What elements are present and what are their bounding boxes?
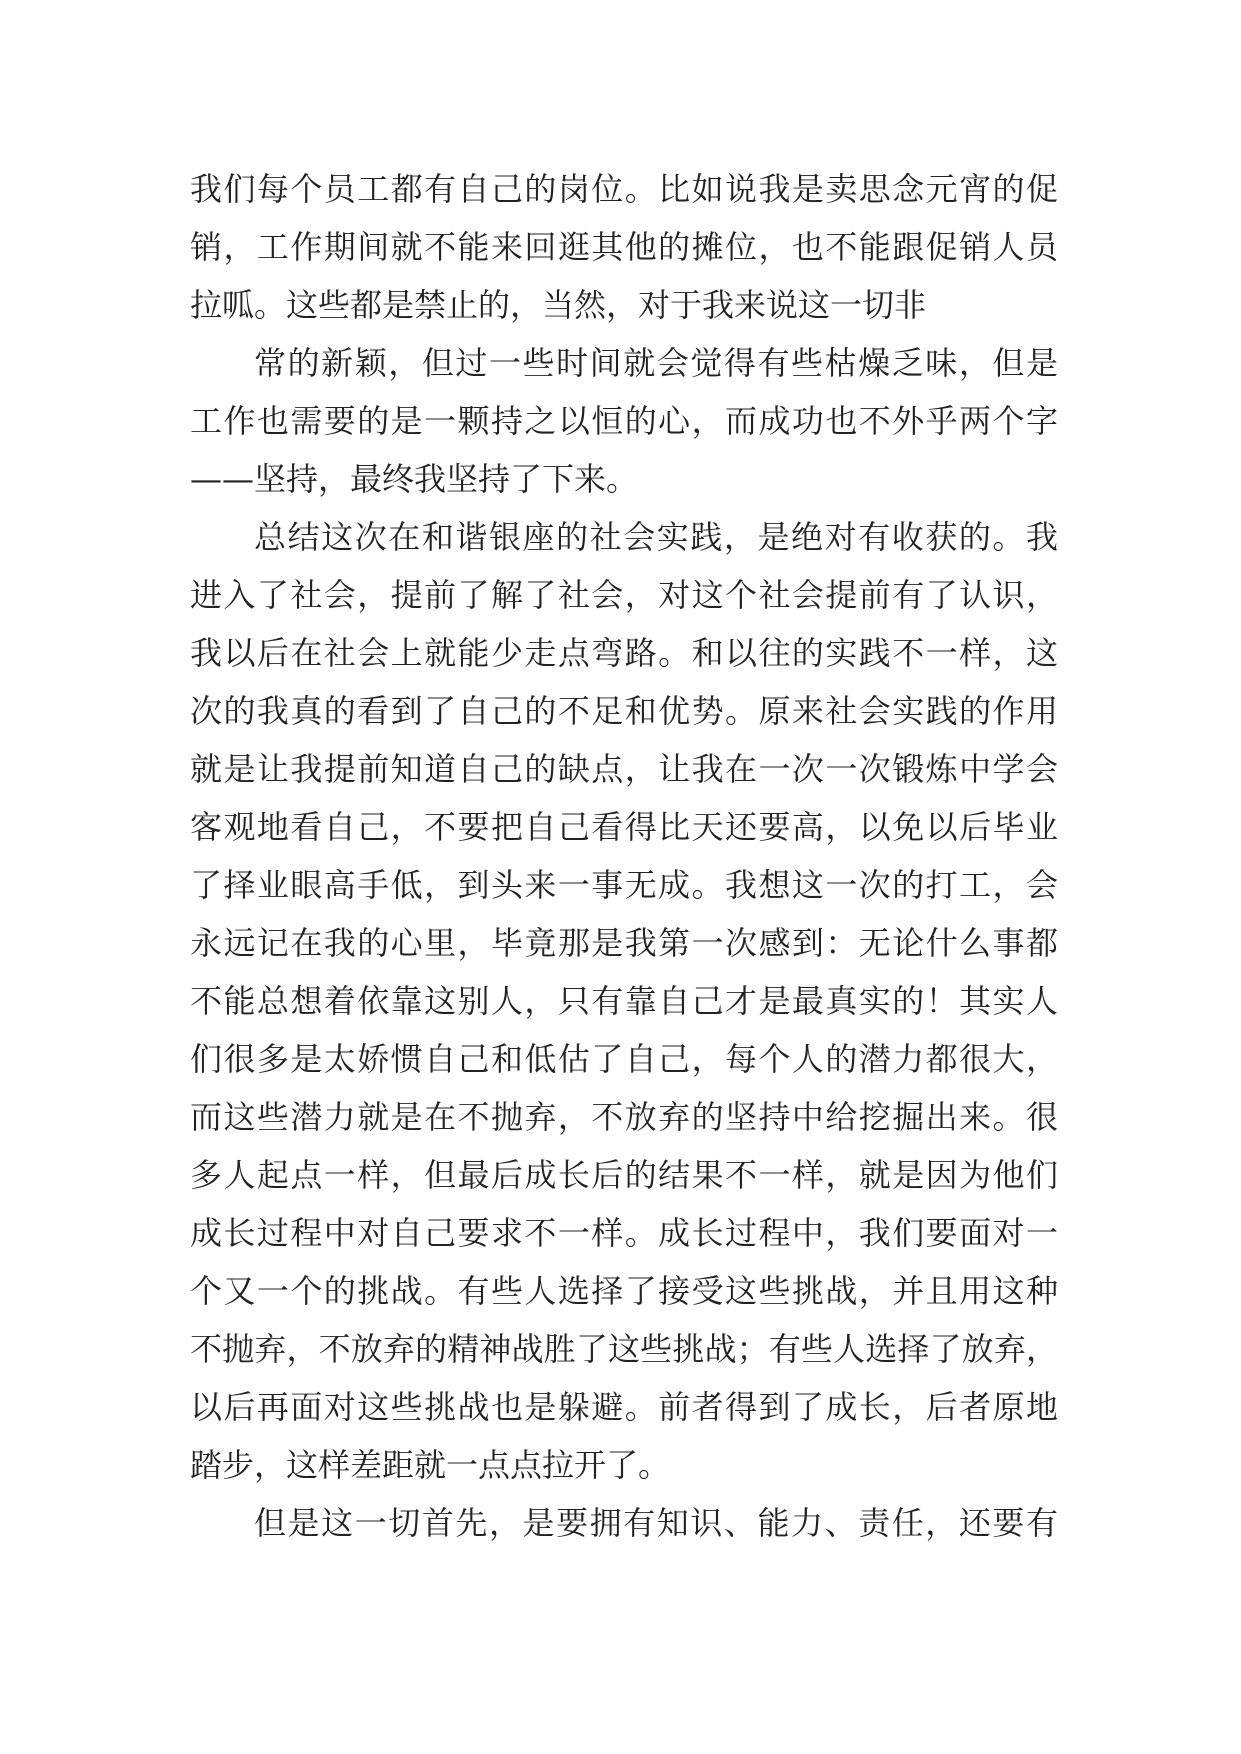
paragraph bbox=[190, 160, 1058, 334]
text-line: 永远记在我的心里，毕竟那是我第一次感到：无论什么事都 bbox=[190, 924, 1058, 962]
paragraph bbox=[190, 508, 1058, 1494]
text-line: 成长过程中对自己要求不一样。成长过程中，我们要面对一 bbox=[190, 1214, 1058, 1252]
text-line: 工作也需要的是一颗持之以恒的心，而成功也不外乎两个字 bbox=[190, 402, 1058, 440]
text-line: 以后再面对这些挑战也是躲避。前者得到了成长，后者原地 bbox=[190, 1388, 1058, 1426]
text-line: 个又一个的挑战。有些人选择了接受这些挑战，并且用这种 bbox=[190, 1272, 1058, 1310]
text-line: 常的新颖，但过一些时间就会觉得有些枯燥乏味，但是 bbox=[254, 344, 1058, 382]
text-line: 销，工作期间就不能来回逛其他的摊位，也不能跟促销人员 bbox=[190, 228, 1058, 266]
text-line: 踏步，这样差距就一点点拉开了。 bbox=[190, 1446, 671, 1484]
text-line: ——坚持，最终我坚持了下来。 bbox=[190, 460, 639, 498]
text-line: 不抛弃，不放弃的精神战胜了这些挑战；有些人选择了放弃， bbox=[190, 1330, 1058, 1368]
paragraph bbox=[190, 1494, 1058, 1552]
text-line: 客观地看自己，不要把自己看得比天还要高，以免以后毕业 bbox=[190, 808, 1058, 846]
text-line: 我们每个员工都有自己的岗位。比如说我是卖思念元宵的促 bbox=[190, 170, 1058, 208]
document-body bbox=[190, 160, 1058, 1552]
text-line: 拉呱。这些都是禁止的，当然，对于我来说这一切非 bbox=[190, 286, 927, 324]
text-line: 就是让我提前知道自己的缺点，让我在一次一次锻炼中学会 bbox=[190, 750, 1058, 788]
text-line: 不能总想着依靠这别人，只有靠自己才是最真实的！其实人 bbox=[190, 982, 1058, 1020]
text-line: 总结这次在和谐银座的社会实践，是绝对有收获的。我 bbox=[254, 518, 1058, 556]
text-line: 我以后在社会上就能少走点弯路。和以往的实践不一样，这 bbox=[190, 634, 1058, 672]
text-line: 但是这一切首先，是要拥有知识、能力、责任，还要有 bbox=[254, 1504, 1058, 1542]
text-line: 多人起点一样，但最后成长后的结果不一样，就是因为他们 bbox=[190, 1156, 1058, 1194]
text-line: 了择业眼高手低，到头来一事无成。我想这一次的打工，会 bbox=[190, 866, 1058, 904]
text-line: 进入了社会，提前了解了社会，对这个社会提前有了认识， bbox=[190, 576, 1058, 614]
text-line: 们很多是太娇惯自己和低估了自己，每个人的潜力都很大， bbox=[190, 1040, 1058, 1078]
text-line: 而这些潜力就是在不抛弃，不放弃的坚持中给挖掘出来。很 bbox=[190, 1098, 1058, 1136]
text-line: 次的我真的看到了自己的不足和优势。原来社会实践的作用 bbox=[190, 692, 1058, 730]
paragraph bbox=[190, 334, 1058, 508]
